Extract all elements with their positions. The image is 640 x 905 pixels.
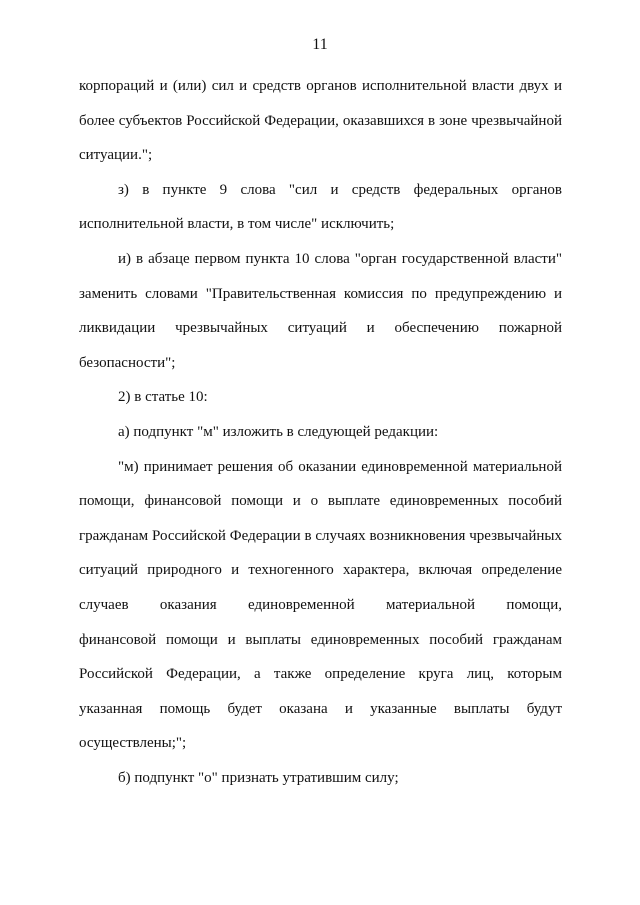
body-text bbox=[79, 69, 562, 795]
text-line: а) подпункт "м" изложить в следующей редакции: bbox=[118, 423, 439, 440]
text-line: б) подпункт "о" признать утратившим силу; bbox=[118, 769, 399, 786]
text-line: осуществлены;"; bbox=[79, 735, 187, 752]
text-line: и) в абзаце первом пункта 10 слова "орган государственной власти" bbox=[118, 250, 562, 267]
text-line: безопасности"; bbox=[79, 354, 176, 371]
text-line: ситуаций природного и техногенного характера, включая определение bbox=[79, 562, 562, 579]
text-line: "м) принимает решения об оказании единовременной материальной bbox=[118, 458, 562, 475]
text-line: помощи, финансовой помощи и о выплате единовременных пособий bbox=[79, 493, 562, 510]
text-line: более субъектов Российской Федерации, оказавшихся в зоне чрезвычайной bbox=[79, 112, 562, 129]
text-line: корпораций и (или) сил и средств органов исполнительной власти двух и bbox=[79, 78, 562, 94]
page-number: 11 bbox=[312, 36, 328, 53]
text-line: ситуации."; bbox=[79, 147, 153, 164]
text-line: случаев оказания единовременной материальной помощи, bbox=[79, 596, 562, 613]
text-line: гражданам Российской Федерации в случаях возникновения чрезвычайных bbox=[79, 527, 562, 544]
text-line: з) в пункте 9 слова "сил и средств федеральных органов bbox=[118, 181, 562, 198]
text-line: ликвидации чрезвычайных ситуаций и обеспечению пожарной bbox=[79, 320, 562, 337]
text-line: Российской Федерации, а также определение круга лиц, которым bbox=[79, 666, 562, 683]
text-line: заменить словами "Правительственная комиссия по предупреждению и bbox=[79, 285, 562, 302]
text-line: исполнительной власти, в том числе" исключить; bbox=[79, 216, 395, 233]
text-line: финансовой помощи и выплаты единовременных пособий гражданам bbox=[79, 631, 562, 648]
text-line: 2) в статье 10: bbox=[118, 389, 208, 406]
text-line: указанная помощь будет оказана и указанные выплаты будут bbox=[79, 700, 562, 717]
